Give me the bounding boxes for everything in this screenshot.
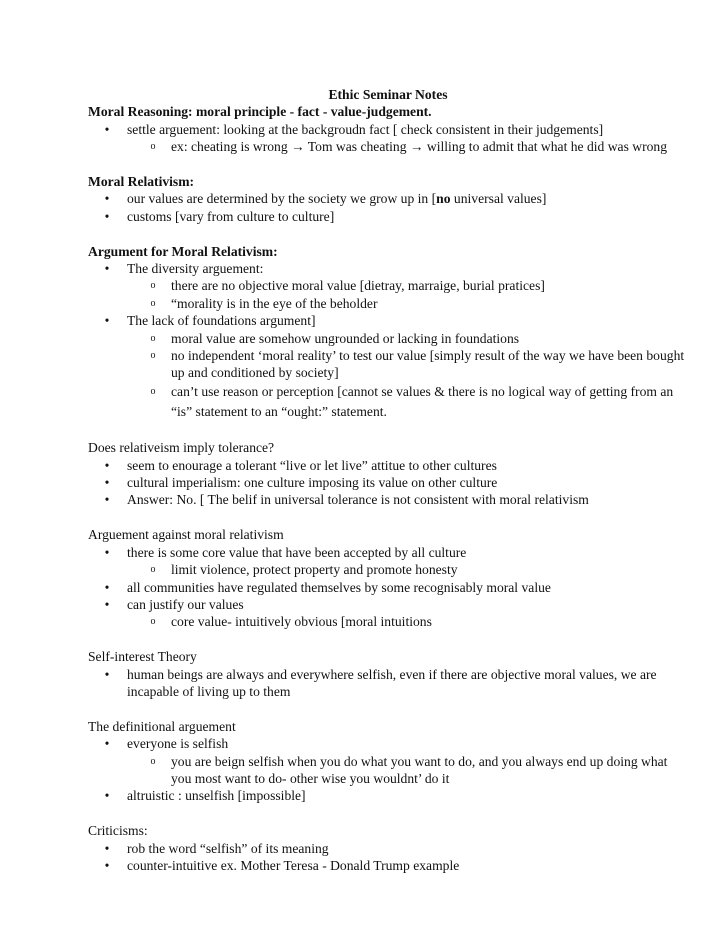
section-heading: Criticisms: (88, 823, 148, 839)
sub-list-item (88, 382, 688, 422)
sub-item-text: can’t use reason or perception [cannot se values & there is no logical way of getting from an “is” statement to an “ought:” statement. (171, 383, 674, 419)
bullet-list (88, 260, 688, 422)
section-heading: Moral Reasoning: moral principle - fact - value-judgement. (88, 104, 432, 120)
bullet-list (88, 121, 688, 156)
section-self-interest-theory (88, 648, 688, 700)
list-item (88, 457, 688, 474)
bullet-icon: • (104, 840, 110, 856)
bullet-icon: • (104, 857, 110, 873)
section-moral-reasoning (88, 103, 688, 155)
list-item (88, 840, 688, 857)
bullet-icon: • (104, 666, 110, 682)
circle-bullet-icon: o (150, 564, 156, 576)
circle-bullet-icon: o (150, 280, 156, 292)
sub-item-text: core value- intuitively obvious [moral intuitions (171, 614, 432, 630)
section-definitional-argument (88, 718, 688, 805)
list-item (88, 857, 688, 874)
list-item (88, 260, 688, 277)
list-item (88, 474, 688, 491)
bullet-icon: • (104, 261, 110, 277)
section-heading: Self-interest Theory (88, 649, 197, 665)
bullet-icon: • (104, 492, 110, 508)
circle-bullet-icon: o (150, 297, 156, 309)
section-moral-relativism (88, 173, 688, 225)
page-title: Ethic Seminar Notes (328, 87, 448, 102)
list-item (88, 787, 688, 804)
list-item-text: cultural imperialism: one culture imposing its value on other culture (127, 475, 498, 491)
list-item-text-post: universal values] (450, 191, 547, 207)
sub-list-item (88, 753, 688, 788)
circle-bullet-icon: o (150, 141, 156, 153)
bullet-list (88, 190, 688, 225)
sub-list-item (88, 295, 688, 312)
list-item-text: settle arguement: looking at the backgroudn fact [ check consistent in their judgements] (127, 121, 604, 137)
bullet-icon: • (104, 788, 110, 804)
sub-item-text: you are beign selfish when you do what you want to do, and you always end up doing what you most want to do- other wise you wouldnt’ do it (171, 753, 668, 786)
bullet-icon: • (104, 457, 110, 473)
sub-item-text: “morality is in the eye of the beholder (171, 295, 378, 311)
bullet-icon: • (104, 736, 110, 752)
section-argument-for-relativism (88, 243, 688, 422)
section-heading: The definitional arguement (88, 718, 236, 734)
bullet-list (88, 544, 688, 631)
bullet-icon: • (104, 544, 110, 560)
section-argument-against-relativism (88, 526, 688, 630)
list-item (88, 596, 688, 613)
list-item-text: Answer: No. [ The belif in universal tolerance is not consistent with moral relativism (127, 492, 589, 508)
bullet-list (88, 840, 688, 875)
list-item-text: all communities have regulated themselves by some recognisably moral value (127, 579, 551, 595)
list-item-text: everyone is selfish (127, 736, 229, 752)
bullet-icon: • (104, 191, 110, 207)
sub-item-text: moral value are somehow ungrounded or lacking in foundations (171, 330, 520, 346)
list-item (88, 666, 688, 701)
list-item (88, 190, 688, 207)
list-item-text: seem to enourage a tolerant “live or let live” attitue to other cultures (127, 457, 497, 473)
list-item (88, 312, 688, 329)
list-item (88, 491, 688, 508)
list-item (88, 121, 688, 138)
document-page (88, 86, 688, 874)
sub-item-text: limit violence, protect property and promote honesty (171, 562, 458, 578)
list-item-text: counter-intuitive ex. Mother Teresa - Donald Trump example (127, 857, 460, 873)
bullet-list (88, 666, 688, 701)
list-item-text: customs [vary from culture to culture] (127, 208, 335, 224)
circle-bullet-icon: o (150, 755, 156, 767)
section-heading: Does relativeism imply tolerance? (88, 440, 275, 456)
sub-item-text: no independent ‘moral reality’ to test our value [simply result of the way we have been bought up and conditioned by society] (171, 348, 685, 381)
list-item (88, 735, 688, 752)
section-criticisms (88, 822, 688, 874)
section-heading: Arguement against moral relativism (88, 527, 284, 543)
circle-bullet-icon: o (150, 616, 156, 628)
list-item-text: rob the word “selfish” of its meaning (127, 840, 329, 856)
circle-bullet-icon: o (150, 385, 156, 397)
sub-item-text: there are no objective moral value [dietray, marraige, burial pratices] (171, 278, 545, 294)
list-item-text: human beings are always and everywhere selfish, even if there are objective moral values, we are incapable of living up to them (127, 666, 657, 699)
list-item-text: The diversity arguement: (127, 261, 264, 277)
bullet-list (88, 457, 688, 509)
circle-bullet-icon: o (150, 332, 156, 344)
list-item-text: altruistic : unselfish [impossible] (127, 788, 306, 804)
bullet-list (88, 735, 688, 805)
sub-list-item (88, 277, 688, 294)
emphasis-text: no (436, 191, 451, 207)
list-item (88, 579, 688, 596)
sub-list-item (88, 330, 688, 347)
section-heading: Argument for Moral Relativism: (88, 243, 278, 259)
bullet-icon: • (104, 208, 110, 224)
sub-list-item (88, 613, 688, 630)
sub-list-item (88, 347, 688, 382)
bullet-icon: • (104, 596, 110, 612)
bullet-icon: • (104, 475, 110, 491)
list-item-text-pre: our values are determined by the society we grow up in [ (127, 191, 437, 207)
sub-list-item (88, 138, 688, 155)
section-heading: Moral Relativism: (88, 174, 195, 190)
bullet-icon: • (104, 313, 110, 329)
list-item-text: there is some core value that have been accepted by all culture (127, 544, 467, 560)
sub-list-item (88, 561, 688, 578)
list-item-text: can justify our values (127, 596, 244, 612)
list-item (88, 544, 688, 561)
list-item-text: The lack of foundations argument] (127, 313, 316, 329)
circle-bullet-icon: o (150, 350, 156, 362)
sub-item-text: ex: cheating is wrong → Tom was cheating → willing to admit that what he did was wrong (171, 139, 668, 155)
bullet-icon: • (104, 579, 110, 595)
list-item (88, 208, 688, 225)
section-relativism-tolerance (88, 439, 688, 509)
bullet-icon: • (104, 121, 110, 137)
